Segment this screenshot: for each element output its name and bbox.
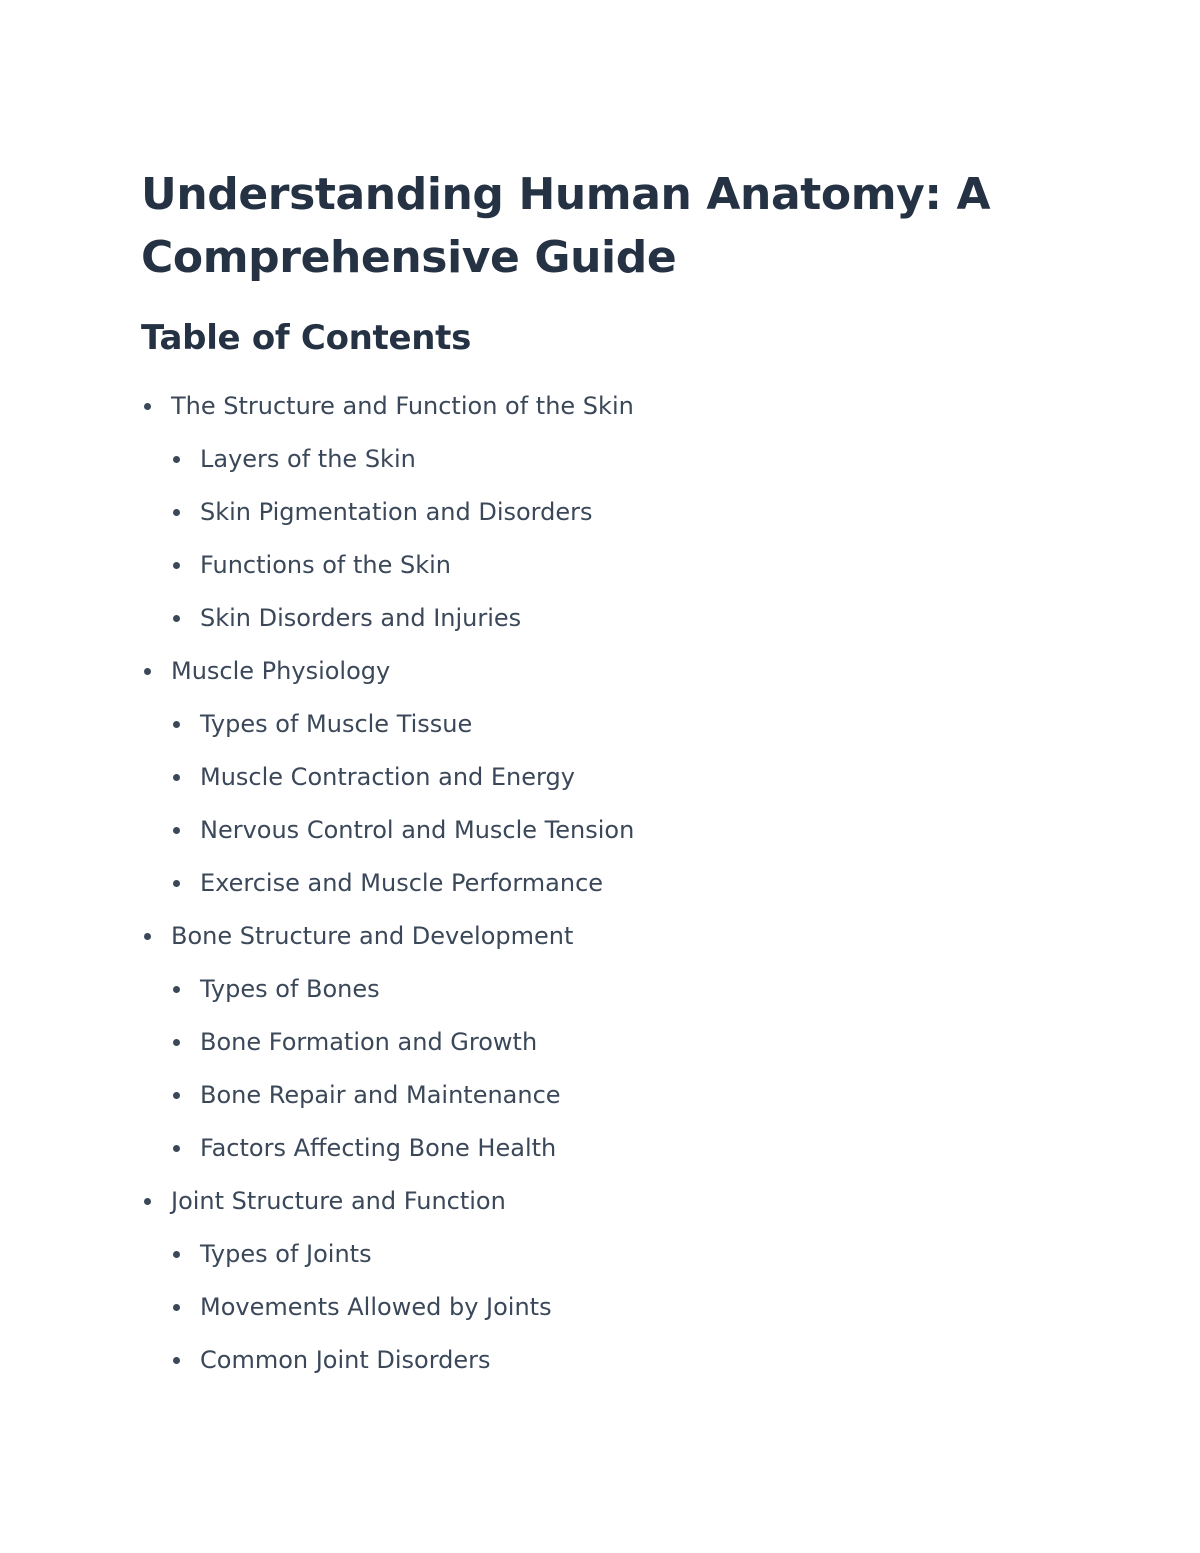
table-of-contents [0, 380, 634, 1387]
bullet-icon [144, 403, 151, 410]
toc-section-item [0, 380, 634, 433]
toc-subsection-item [0, 1334, 634, 1387]
toc-subsection-item [0, 698, 634, 751]
bullet-icon [144, 668, 151, 675]
toc-item-label: Skin Disorders and Injuries [200, 604, 522, 632]
toc-item-label: Factors Affecting Bone Health [200, 1134, 557, 1162]
toc-item-label: Muscle Physiology [171, 657, 391, 685]
bullet-icon [173, 774, 180, 781]
bullet-icon [173, 509, 180, 516]
toc-subsection-item [0, 592, 634, 645]
toc-item-label: Types of Joints [200, 1240, 372, 1268]
toc-subsection-item [0, 539, 634, 592]
bullet-icon [173, 1092, 180, 1099]
bullet-icon [173, 1251, 180, 1258]
bullet-icon [173, 986, 180, 993]
toc-item-label: Layers of the Skin [200, 445, 416, 473]
bullet-icon [144, 933, 151, 940]
bullet-icon [173, 880, 180, 887]
bullet-icon [173, 456, 180, 463]
bullet-icon [173, 721, 180, 728]
toc-subsection-item [0, 751, 634, 804]
toc-item-label: Functions of the Skin [200, 551, 452, 579]
toc-section-item [0, 1175, 634, 1228]
toc-item-label: Bone Formation and Growth [200, 1028, 538, 1056]
bullet-icon [173, 1304, 180, 1311]
toc-subsection-item [0, 857, 634, 910]
bullet-icon [173, 562, 180, 569]
toc-subsection-item [0, 1281, 634, 1334]
toc-subsection-item [0, 1228, 634, 1281]
toc-subsection-item [0, 486, 634, 539]
toc-item-label: Movements Allowed by Joints [200, 1293, 552, 1321]
bullet-icon [144, 1198, 151, 1205]
toc-item-label: Exercise and Muscle Performance [200, 869, 604, 897]
toc-item-label: Nervous Control and Muscle Tension [200, 816, 635, 844]
bullet-icon [173, 827, 180, 834]
toc-item-label: Common Joint Disorders [200, 1346, 491, 1374]
toc-subsection-item [0, 1069, 634, 1122]
bullet-icon [173, 1357, 180, 1364]
document-title: Understanding Human Anatomy: A Comprehensive Guide [141, 169, 991, 283]
toc-item-label: Types of Muscle Tissue [200, 710, 473, 738]
toc-item-label: Types of Bones [200, 975, 380, 1003]
toc-item-label: Muscle Contraction and Energy [200, 763, 575, 791]
toc-subsection-item [0, 963, 634, 1016]
toc-subsection-item [0, 1122, 634, 1175]
toc-item-label: Skin Pigmentation and Disorders [200, 498, 593, 526]
toc-section-item [0, 910, 634, 963]
toc-item-label: The Structure and Function of the Skin [171, 392, 634, 420]
toc-subsection-item [0, 804, 634, 857]
toc-item-label: Joint Structure and Function [171, 1187, 506, 1215]
bullet-icon [173, 1145, 180, 1152]
toc-item-label: Bone Structure and Development [171, 922, 574, 950]
toc-section-item [0, 645, 634, 698]
toc-subsection-item [0, 433, 634, 486]
toc-heading: Table of Contents [141, 318, 472, 358]
bullet-icon [173, 615, 180, 622]
bullet-icon [173, 1039, 180, 1046]
toc-subsection-item [0, 1016, 634, 1069]
toc-item-label: Bone Repair and Maintenance [200, 1081, 561, 1109]
